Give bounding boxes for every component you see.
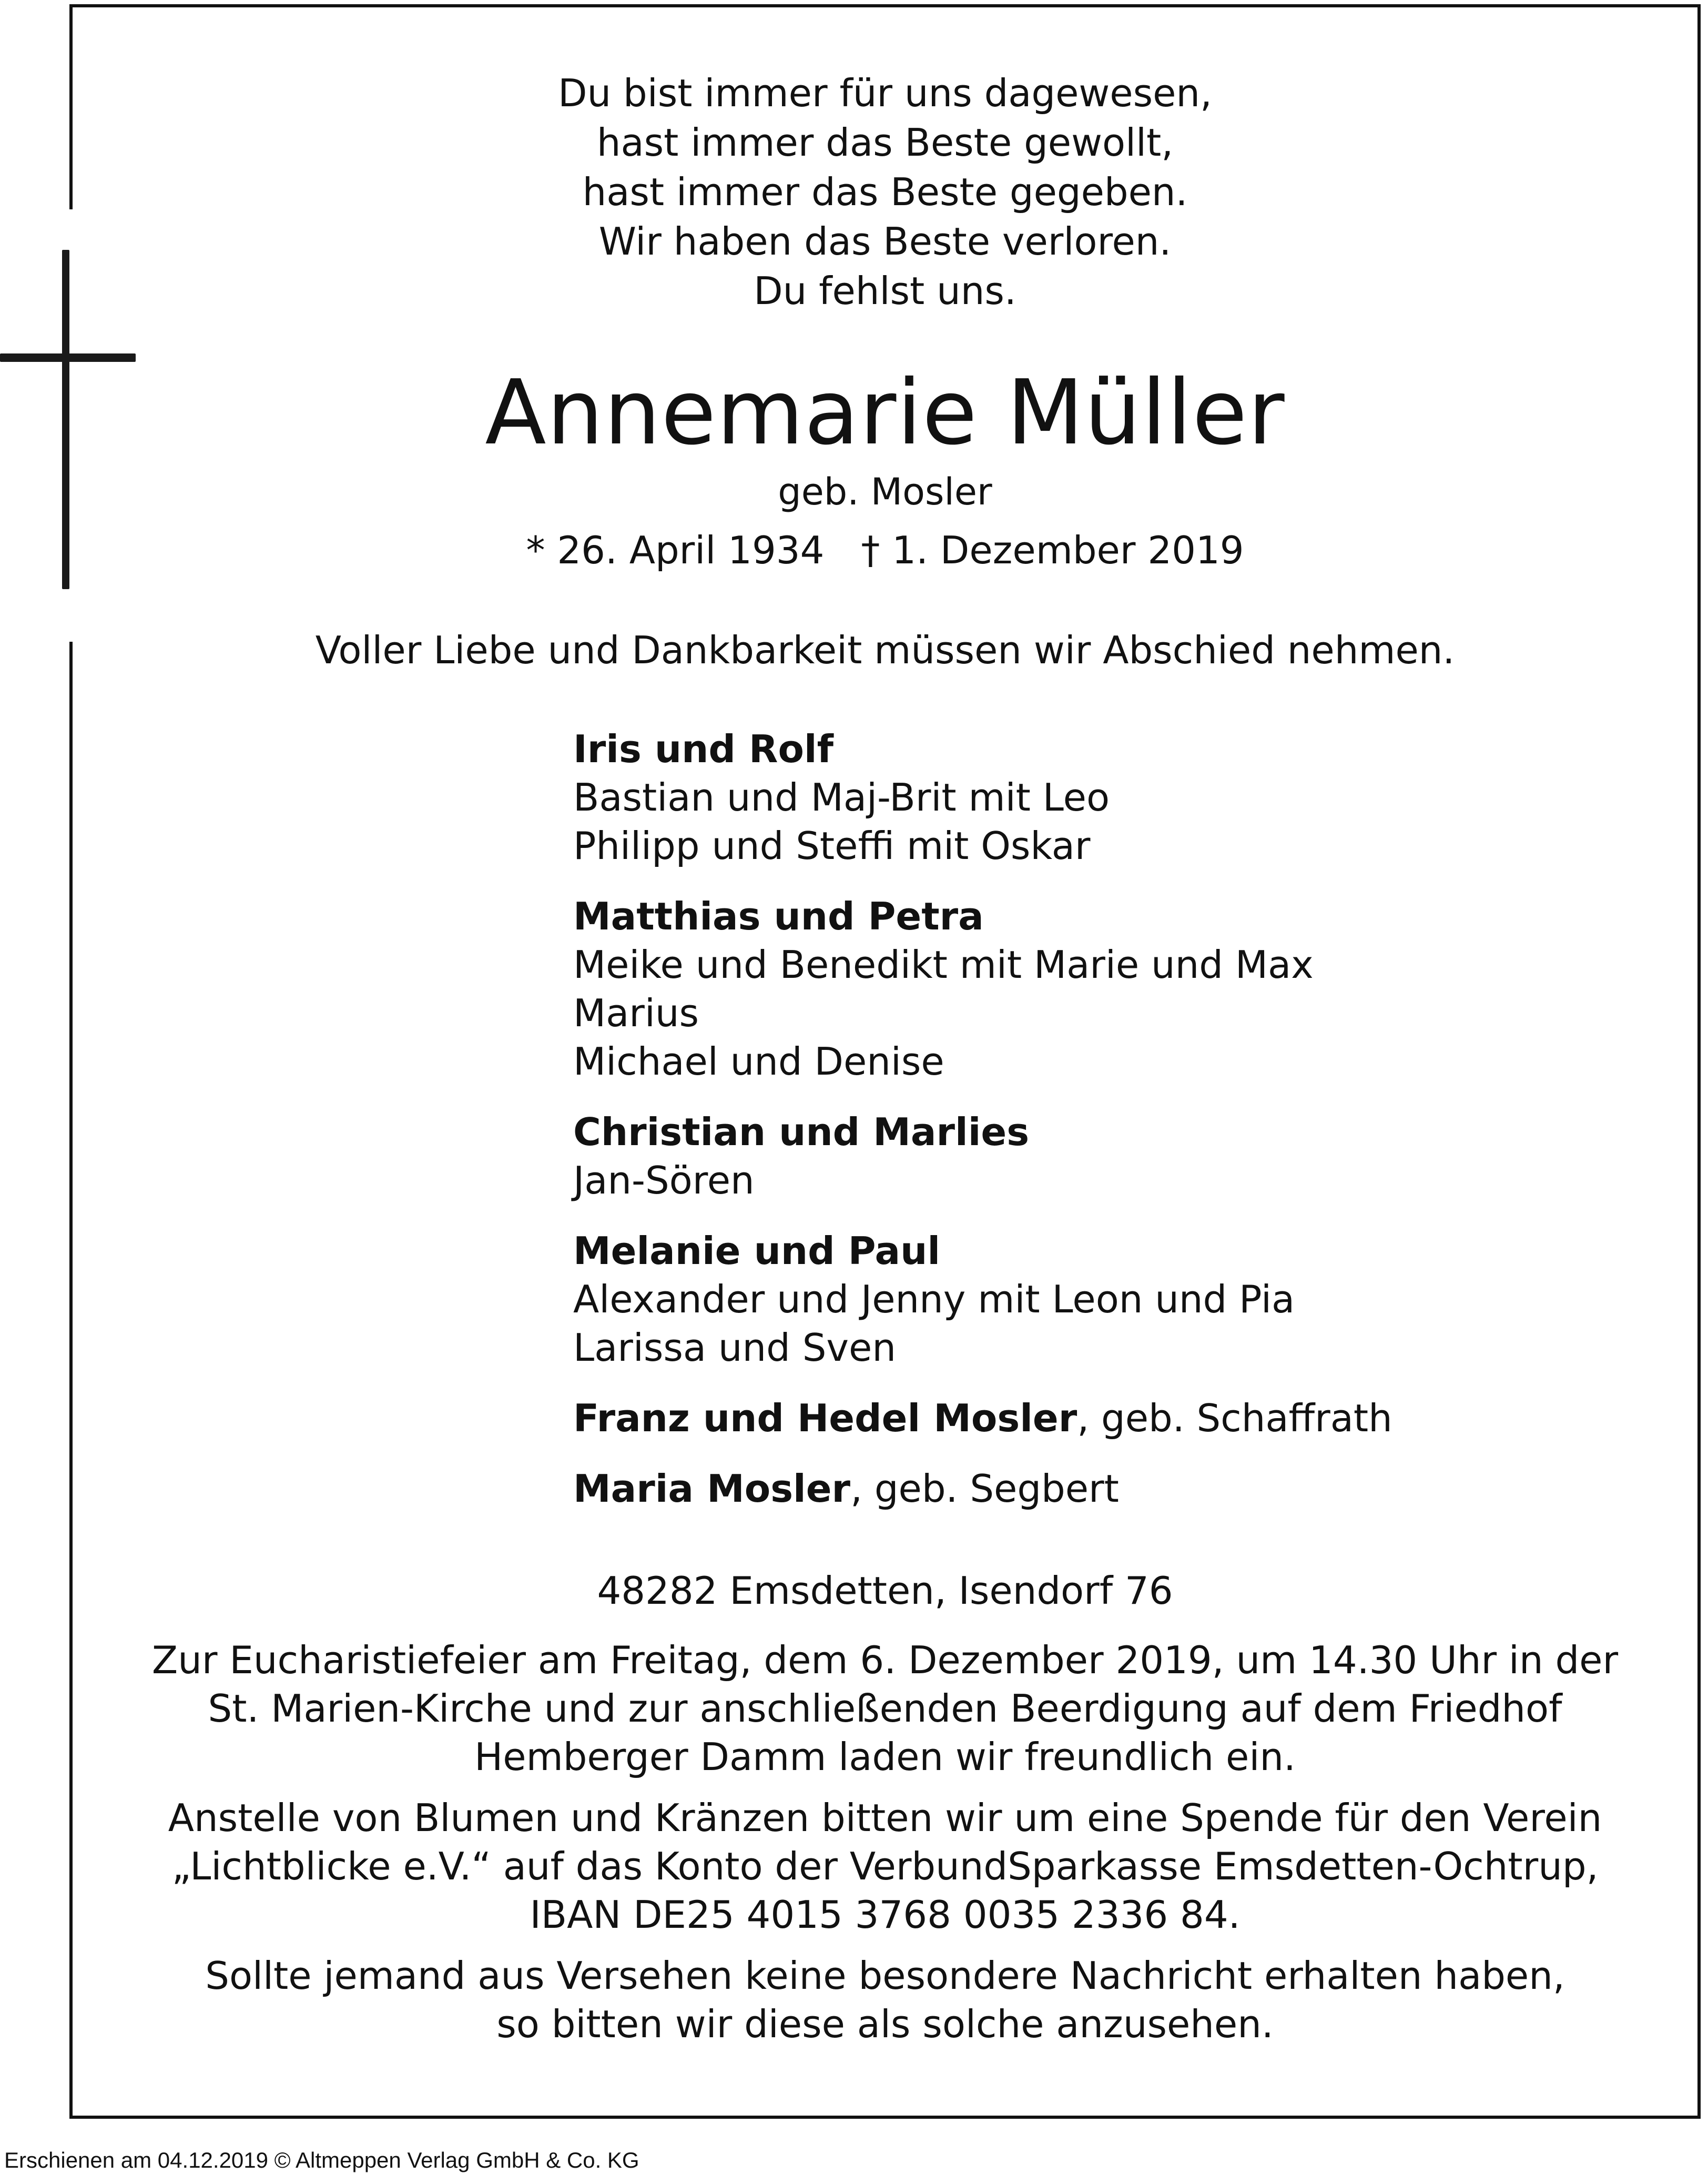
- family-group: [573, 725, 1625, 870]
- family-single-suffix: , geb. Schaffrath: [1077, 1396, 1392, 1440]
- service-paragraph: [73, 1636, 1697, 1781]
- life-dates: [73, 526, 1697, 574]
- family-group: [573, 892, 1625, 1086]
- family-member-line: Philipp und Steffi mit Oskar: [573, 824, 1091, 868]
- family-single-suffix: , geb. Segbert: [850, 1467, 1119, 1511]
- family-group-head: Christian und Marlies: [573, 1110, 1030, 1154]
- funeral-information: [73, 1636, 1697, 2061]
- notice-paragraph: [73, 1951, 1697, 2048]
- cross-vertical-bar: [62, 250, 69, 589]
- family-group-head: Melanie und Paul: [573, 1229, 941, 1273]
- cross-horizontal-bar: [0, 353, 136, 362]
- deceased-name: Annemarie Müller: [485, 361, 1285, 465]
- text-line: Anstelle von Blumen und Kränzen bitten wir um eine Spende für den Verein: [168, 1796, 1602, 1840]
- memorial-verse: [73, 68, 1697, 316]
- family-member-line: Larissa und Sven: [573, 1326, 896, 1370]
- family-group-head: Iris und Rolf: [573, 727, 833, 771]
- text-line: „Lichtblicke e.V.“ auf das Konto der VerbundSparkasse Emsdetten-Ochtrup,: [171, 1844, 1599, 1888]
- verse-line: Wir haben das Beste verloren.: [598, 219, 1172, 264]
- mourners-list: [573, 725, 1625, 1535]
- family-single-entry: [573, 1394, 1625, 1442]
- family-group: [573, 1227, 1625, 1372]
- family-member-line: Michael und Denise: [573, 1039, 944, 1084]
- text-line: Zur Eucharistiefeier am Freitag, dem 6. Dezember 2019, um 14.30 Uhr in der: [151, 1638, 1619, 1682]
- deceased-birth-name: geb. Mosler: [778, 470, 992, 513]
- text-line: Sollte jemand aus Versehen keine besondere Nachricht erhalten haben,: [205, 1954, 1565, 1998]
- frame-right-border: [1697, 4, 1701, 2119]
- family-group: [573, 1108, 1625, 1205]
- farewell-text: Voller Liebe und Dankbarkeit müssen wir Abschied nehmen.: [315, 628, 1455, 672]
- family-single-name: Franz und Hedel Mosler: [573, 1396, 1077, 1440]
- birth-date: * 26. April 1934: [526, 528, 825, 572]
- family-single-entry: [573, 1464, 1625, 1513]
- text-line: St. Marien-Kirche und zur anschließenden Beerdigung auf dem Friedhof: [208, 1686, 1562, 1731]
- verse-line: hast immer das Beste gegeben.: [582, 170, 1188, 214]
- family-member-line: Alexander und Jenny mit Leon und Pia: [573, 1277, 1295, 1321]
- verse-line: hast immer das Beste gewollt,: [596, 120, 1174, 165]
- frame-top-border: [69, 4, 1701, 7]
- family-member-line: Bastian und Maj-Brit mit Leo: [573, 775, 1110, 820]
- family-group-head: Matthias und Petra: [573, 894, 984, 938]
- frame-bottom-border: [69, 2116, 1701, 2119]
- publication-footer: Erschienen am 04.12.2019 © Altmeppen Verlag GmbH & Co. KG: [4, 2148, 639, 2172]
- text-line: so bitten wir diese als solche anzusehen.: [496, 2002, 1274, 2046]
- family-member-line: Marius: [573, 991, 699, 1035]
- mourners-address: 48282 Emsdetten, Isendorf 76: [597, 1569, 1173, 1613]
- text-line: IBAN DE25 4015 3768 0035 2336 84.: [530, 1893, 1241, 1937]
- family-single-name: Maria Mosler: [573, 1467, 851, 1511]
- verse-line: Du bist immer für uns dagewesen,: [558, 71, 1212, 115]
- death-date: † 1. Dezember 2019: [861, 528, 1244, 572]
- text-line: Hemberger Damm laden wir freundlich ein.: [474, 1735, 1296, 1779]
- family-member-line: Jan-Sören: [573, 1158, 755, 1202]
- family-member-line: Meike und Benedikt mit Marie und Max: [573, 943, 1314, 987]
- donation-paragraph: [73, 1794, 1697, 1939]
- verse-line: Du fehlst uns.: [754, 269, 1016, 313]
